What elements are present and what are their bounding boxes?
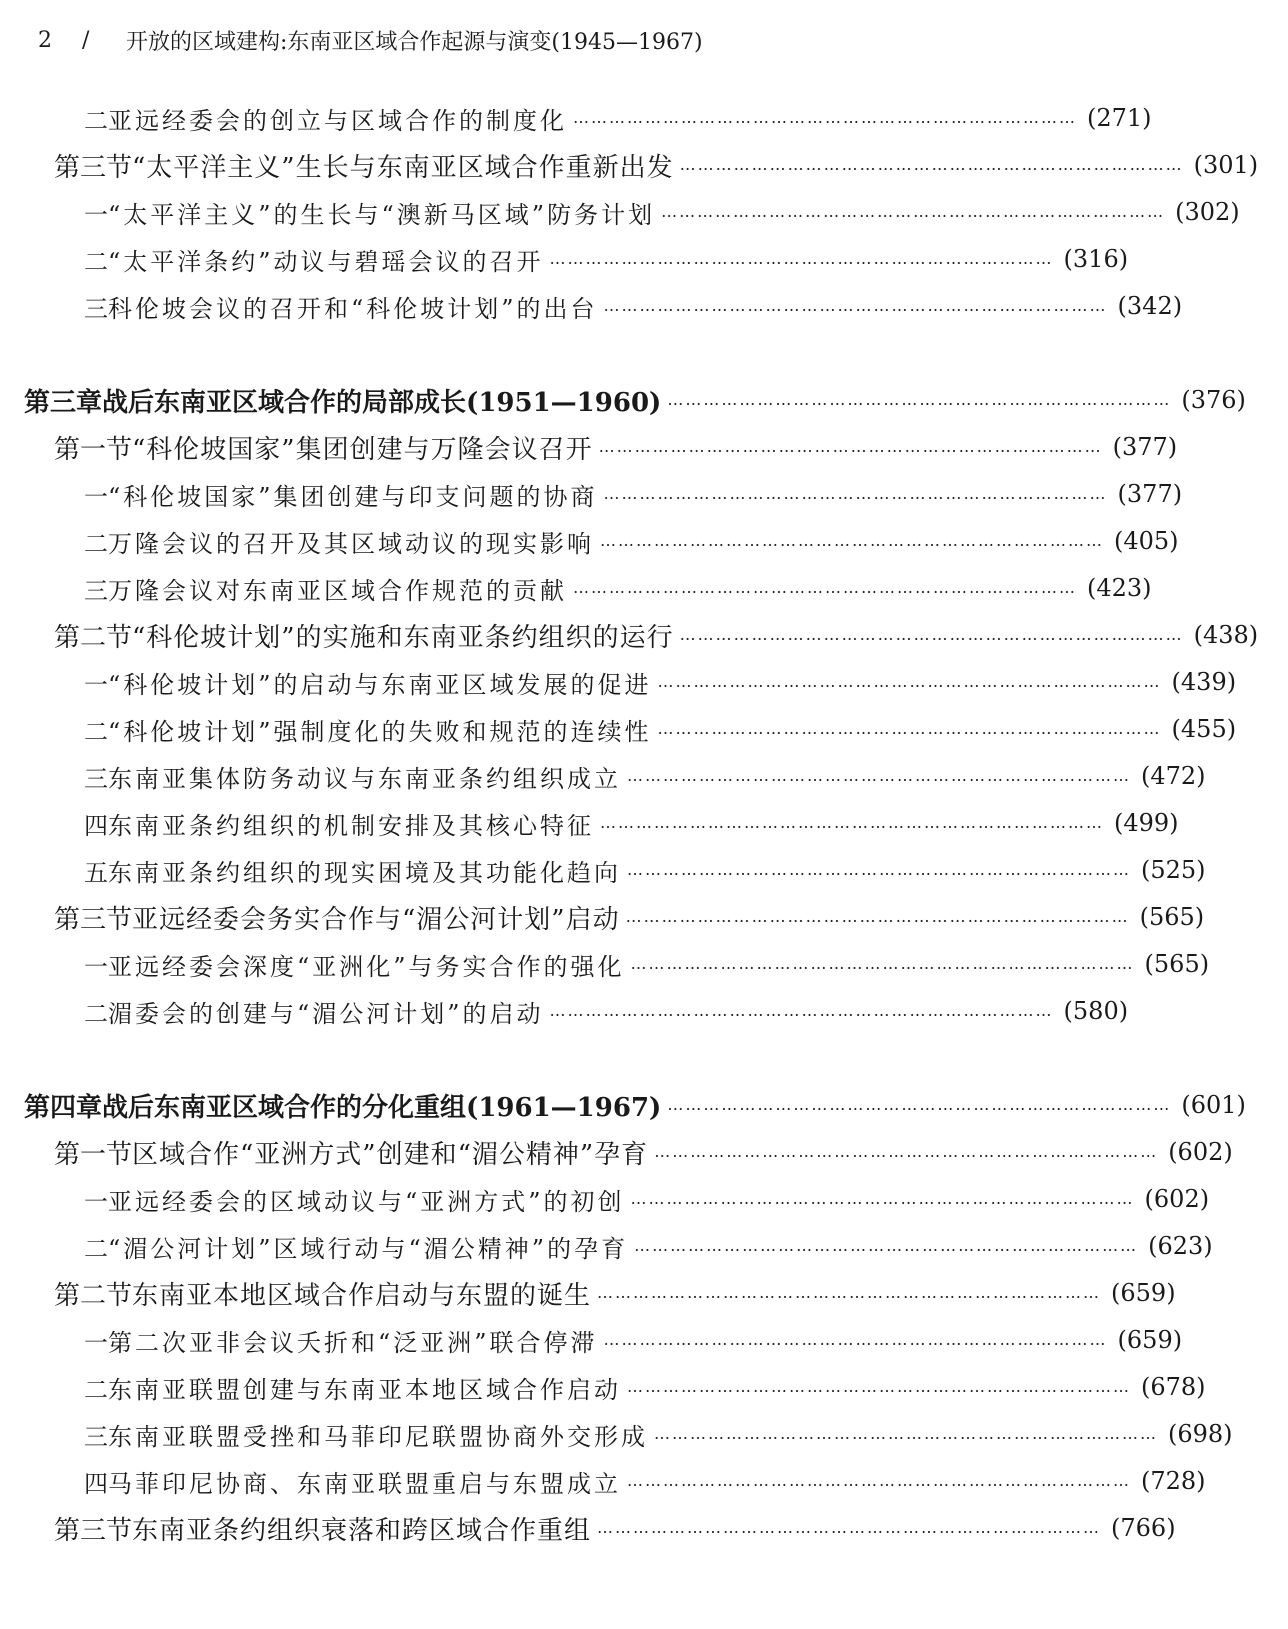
item-title: “太平洋条约”动议与碧瑶会议的召开 [108,247,544,276]
dot-leader: ………………………………………………………………………… [654,1142,1159,1161]
section-number: 第三节 [54,1515,133,1546]
item-number: 一 [84,1187,108,1216]
section-title: “科伦坡国家”集团创建与万隆会议召开 [132,434,593,465]
page-reference: (565) [1139,903,1205,931]
toc-entry-section [0,1273,1176,1313]
item-number: 三 [84,1422,108,1451]
dot-leader: ………………………………………………………………………… [600,531,1104,550]
item-number: 二 [84,999,108,1028]
toc-entry-item [0,991,1129,1031]
page-reference: (766) [1111,1514,1176,1542]
page-reference: (376) [1181,386,1246,414]
dot-leader: ………………………………………………………………………… [549,1001,1054,1020]
page-reference: (377) [1112,433,1178,461]
item-number: 二 [84,529,108,558]
dot-leader: ………………………………………………………………………… [630,954,1135,973]
page-reference: (499) [1114,809,1179,837]
item-title: 万隆会议对东南亚区域合作规范的贡献 [108,576,567,605]
toc-entry-section [0,615,1259,655]
page-reference: (623) [1148,1232,1213,1260]
dot-leader: ………………………………………………………………………… [667,390,1172,409]
dot-leader: ………………………………………………………………………… [661,202,1166,221]
page-reference: (659) [1117,1326,1183,1354]
dot-leader: ………………………………………………………………………… [627,1471,1131,1490]
item-title: “科伦坡计划”强制度化的失败和规范的连续性 [108,717,652,746]
chapter-number: 第四章 [24,1092,103,1123]
dot-leader: ………………………………………………………………………… [625,907,1130,926]
dot-leader: ………………………………………………………………………… [573,108,1077,127]
page-reference: (438) [1193,621,1259,649]
toc-entry-item [0,192,1240,232]
item-title: “太平洋主义”的生长与“澳新马区域”防务计划 [108,200,656,229]
page-reference: (728) [1141,1467,1206,1495]
dot-leader: ………………………………………………………………………… [573,578,1077,597]
dot-leader: ………………………………………………………………………… [679,625,1184,644]
page-reference: (601) [1181,1091,1246,1119]
section-number: 第三节 [54,152,133,183]
toc-entry-section [0,427,1178,467]
toc-entry-item [0,1320,1183,1360]
item-number: 二 [84,247,108,276]
page-reference: (580) [1063,997,1129,1025]
page-number: 2 [38,27,52,53]
item-title: 第二次亚非会议夭折和“泛亚洲”联合停滞 [108,1328,598,1357]
item-number: 四 [84,1469,108,1498]
toc-entry-item [0,709,1237,749]
dot-leader: ………………………………………………………………………… [627,1377,1131,1396]
toc-entry-item [0,98,1152,138]
page-reference: (678) [1141,1373,1206,1401]
toc-entry-item [0,1179,1210,1219]
dot-leader: ………………………………………………………………………… [603,484,1108,503]
page-reference: (377) [1117,480,1183,508]
item-title: 东南亚条约组织的机制安排及其核心特征 [108,811,594,840]
item-number: 一 [84,670,108,699]
section-title: 亚远经委会务实合作与“湄公河计划”启动 [132,904,620,935]
page-reference: (472) [1141,762,1206,790]
item-title: “湄公河计划”区域行动与“湄公精神”的孕育 [108,1234,629,1263]
toc-entry-item [0,1414,1233,1454]
toc-entry-section [0,145,1259,185]
item-title: “科伦坡国家”集团创建与印支问题的协商 [108,482,598,511]
toc-entry-item [0,944,1210,984]
page-reference: (271) [1087,104,1152,132]
toc-entry-item [0,568,1152,608]
dot-leader: ………………………………………………………………………… [549,249,1054,268]
toc-entry-item [0,521,1179,561]
item-number: 三 [84,764,108,793]
section-number: 第二节 [54,622,133,653]
dot-leader: ………………………………………………………………………… [627,860,1131,879]
toc-entry-section [0,1508,1176,1548]
page-reference: (455) [1171,715,1237,743]
section-title: 东南亚条约组织衰落和跨区域合作重组 [132,1515,592,1546]
toc-entry-item [0,474,1183,514]
dot-leader: ………………………………………………………………………… [657,672,1162,691]
book-title: 开放的区域建构:东南亚区域合作起源与演变(1945—1967) [126,29,703,55]
toc-entry-item [0,1367,1206,1407]
section-number: 第一节 [54,434,133,465]
item-number: 二 [84,717,108,746]
item-title: 东南亚联盟创建与东南亚本地区域合作启动 [108,1375,621,1404]
chapter-title: 战后东南亚区域合作的分化重组(1961—1967) [102,1092,662,1123]
toc-entry-chapter [0,380,1246,420]
item-number: 一 [84,200,108,229]
dot-leader: ………………………………………………………………………… [657,719,1162,738]
page-reference: (602) [1144,1185,1210,1213]
item-title: 马菲印尼协商、东南亚联盟重启与东盟成立 [108,1469,621,1498]
dot-leader: ………………………………………………………………………… [600,813,1104,832]
item-title: 东南亚条约组织的现实困境及其功能化趋向 [108,858,621,887]
dot-leader: ………………………………………………………………………… [679,155,1184,174]
item-title: 亚远经委会的创立与区域合作的制度化 [108,106,567,135]
section-number: 第一节 [54,1139,133,1170]
item-title: 东南亚集体防务动议与东南亚条约组织成立 [108,764,621,793]
dot-leader: ………………………………………………………………………… [603,296,1108,315]
toc-entry-item [0,756,1206,796]
toc-entry-item [0,850,1206,890]
dot-leader: ………………………………………………………………………… [630,1189,1135,1208]
toc-entry-item [0,239,1129,279]
toc-entry-item [0,662,1237,702]
page-reference: (565) [1144,950,1210,978]
dot-leader: ………………………………………………………………………… [654,1424,1158,1443]
page-reference: (439) [1171,668,1237,696]
item-number: 四 [84,811,108,840]
toc-entry-chapter [0,1085,1246,1125]
item-number: 三 [84,294,108,323]
item-title: 万隆会议的召开及其区域动议的现实影响 [108,529,594,558]
page-reference: (316) [1063,245,1129,273]
item-number: 二 [84,1375,108,1404]
toc-entry-section [0,1132,1233,1172]
dot-leader: ………………………………………………………………………… [598,437,1103,456]
item-number: 二 [84,1234,108,1263]
section-number: 第二节 [54,1280,133,1311]
dot-leader: ………………………………………………………………………… [597,1283,1102,1302]
header-separator: / [82,27,90,53]
item-title: “科伦坡计划”的启动与东南亚区域发展的促进 [108,670,652,699]
toc-entry-section [0,897,1205,937]
section-title: 东南亚本地区域合作启动与东盟的诞生 [132,1280,592,1311]
chapter-number: 第三章 [24,387,103,418]
item-number: 三 [84,576,108,605]
toc-entry-item [0,803,1179,843]
item-number: 五 [84,858,108,887]
page-reference: (302) [1175,198,1240,226]
item-title: 东南亚联盟受挫和马菲印尼联盟协商外交形成 [108,1422,648,1451]
page-reference: (423) [1087,574,1152,602]
page-reference: (602) [1168,1138,1233,1166]
item-title: 亚远经委会深度“亚洲化”与务实合作的强化 [108,952,625,981]
section-number: 第三节 [54,904,133,935]
dot-leader: ………………………………………………………………………… [667,1095,1172,1114]
item-title: 科伦坡会议的召开和“科伦坡计划”的出台 [108,294,598,323]
dot-leader: ………………………………………………………………………… [634,1236,1139,1255]
item-number: 一 [84,1328,108,1357]
page-reference: (342) [1117,292,1183,320]
page-reference: (659) [1111,1279,1176,1307]
toc-entry-item [0,286,1183,326]
page-reference: (405) [1114,527,1179,555]
page-reference: (698) [1168,1420,1233,1448]
chapter-title: 战后东南亚区域合作的局部成长(1951—1960) [102,387,662,418]
dot-leader: ………………………………………………………………………… [627,766,1131,785]
dot-leader: ………………………………………………………………………… [597,1518,1102,1537]
section-title: “科伦坡计划”的实施和东南亚条约组织的运行 [132,622,674,653]
section-title: “太平洋主义”生长与东南亚区域合作重新出发 [132,152,674,183]
dot-leader: ………………………………………………………………………… [603,1330,1108,1349]
item-number: 二 [84,106,108,135]
item-number: 一 [84,482,108,511]
section-title: 区域合作“亚洲方式”创建和“湄公精神”孕育 [132,1139,649,1170]
item-title: 亚远经委会的区域动议与“亚洲方式”的初创 [108,1187,625,1216]
toc-entry-item [0,1226,1213,1266]
item-title: 湄委会的创建与“湄公河计划”的启动 [108,999,544,1028]
item-number: 一 [84,952,108,981]
page-reference: (301) [1193,151,1259,179]
page-reference: (525) [1141,856,1206,884]
toc-entry-item [0,1461,1206,1501]
